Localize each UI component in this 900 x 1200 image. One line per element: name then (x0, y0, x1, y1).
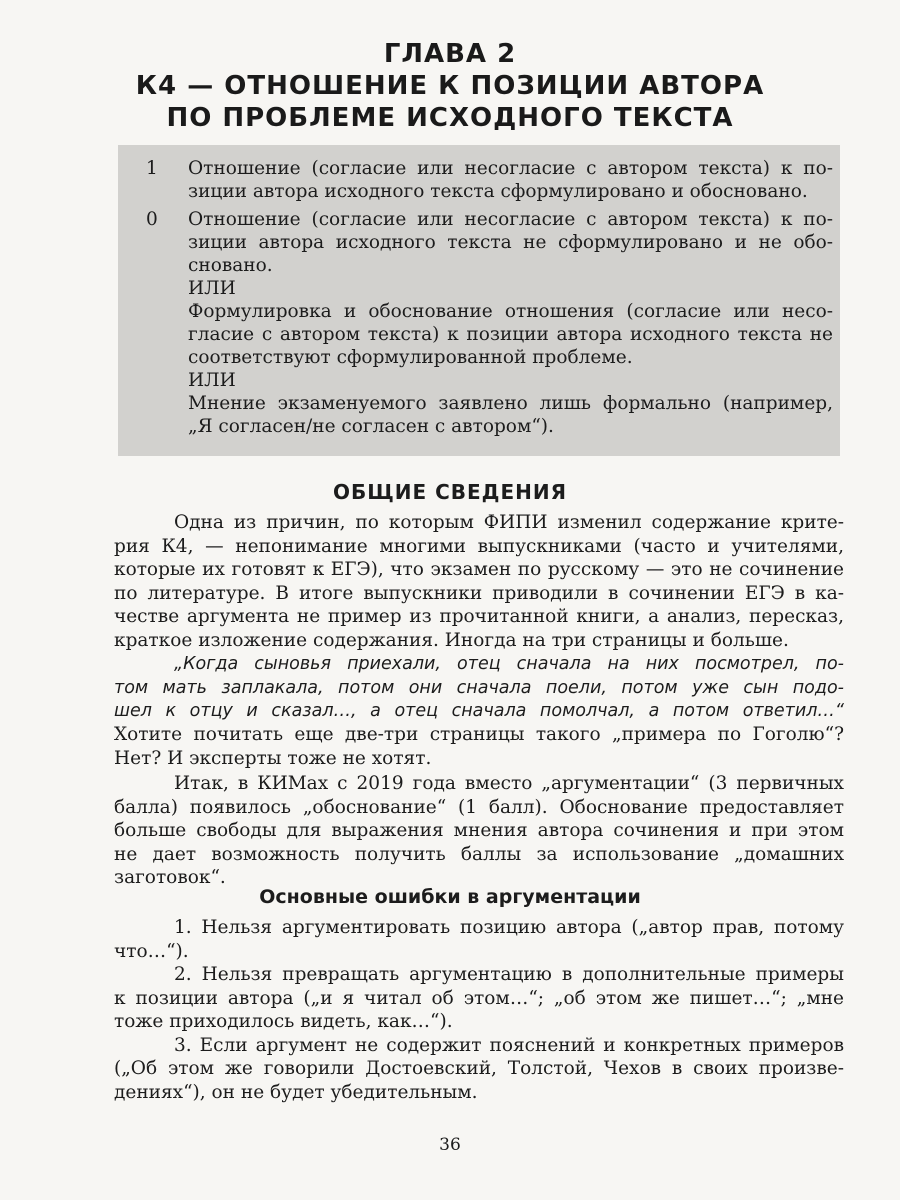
error-item (114, 916, 844, 963)
text-line: к позиции автора („и я читал об этом…“; „об этом же пишет…“; „мне (114, 987, 844, 1009)
paragraph-intro (114, 511, 844, 652)
text-line: 2. Нельзя превращать аргументацию в дополнительные примеры (174, 964, 844, 985)
text-line: заготовок“. (114, 867, 226, 888)
quote-line: шел к отцу и сказал…, а отец сначала помолчал, а потом ответил…“ (114, 701, 844, 721)
chapter-header (0, 38, 900, 134)
criterion-line: зиции автора исходного текста сформулировано и обосновано. (188, 181, 808, 202)
criterion-line: Мнение экзаменуемого заявлено лишь формально (например, (188, 393, 833, 414)
criterion-line: сновано. (188, 255, 273, 276)
criterion-line: зиции автора исходного текста не сформулировано и не обо- (188, 232, 833, 253)
text-line: не дает возможность получить баллы за использование „домашних (114, 843, 844, 865)
criterion-line: „Я согласен/не согласен с автором“). (188, 416, 554, 437)
criterion-line: Формулировка и обоснование отношения (согласие или несо- (188, 301, 833, 322)
criteria-table (118, 145, 840, 456)
page-number: 36 (439, 1135, 461, 1155)
paragraph-question (114, 723, 844, 770)
subsection-title: Основные ошибки в аргументации (259, 886, 641, 908)
chapter-number: ГЛАВА 2 (383, 39, 517, 69)
quote-example (114, 653, 844, 724)
text-line: честве аргумента не пример из прочитанной книги, а анализ, пересказ, (114, 606, 844, 627)
criterion-description (188, 208, 833, 438)
text-line: что…“). (114, 940, 189, 962)
text-line: по литературе. В итоге выпускники приводили в сочинении ЕГЭ в ка- (114, 582, 844, 604)
text-line: дениях“), он не будет убедительным. (114, 1081, 478, 1103)
criterion-line: соответствуют сформулированной проблеме. (188, 347, 633, 368)
text-line: Одна из причин, по которым ФИПИ изменил содержание крите- (174, 512, 844, 533)
text-line: рия К4, — непонимание многими выпускниками (часто и учителями, (114, 535, 844, 557)
criterion-score: 0 (146, 209, 158, 230)
text-line: балла) появилось „обоснование“ (1 балл). Обоснование предоставляет (114, 796, 844, 818)
chapter-title-line-1: К4 — ОТНОШЕНИЕ К ПОЗИЦИИ АВТОРА (135, 71, 765, 101)
criterion-description (188, 157, 833, 203)
chapter-title-line-2: ПО ПРОБЛЕМЕ ИСХОДНОГО ТЕКСТА (166, 103, 734, 133)
quote-line: „Когда сыновья приехали, отец сначала на них посмотрел, по- (174, 654, 844, 674)
paragraph-conclusion (114, 772, 844, 890)
text-line: Итак, в КИМах с 2019 года вместо „аргументации“ (3 первичных (174, 773, 844, 794)
criterion-line: Отношение (согласие или несогласие с автором текста) к по- (188, 209, 833, 230)
text-line: больше свободы для выражения мнения автора сочинения и при этом (114, 820, 844, 841)
quote-line: том мать заплакала, потом они сначала поели, потом уже сын подо- (114, 677, 844, 698)
error-item (114, 963, 844, 1034)
text-line: („Об этом же говорили Достоевский, Толстой, Чехов в своих произве- (114, 1058, 844, 1079)
criterion-line: гласие с автором текста) к позиции автора исходного текста не (188, 324, 833, 345)
error-list (114, 916, 844, 1104)
text-line: краткое изложение содержания. Иногда на три страницы и больше. (114, 629, 789, 651)
criterion-or: ИЛИ (188, 370, 236, 391)
criterion-score: 1 (146, 158, 158, 179)
error-item (114, 1034, 844, 1105)
text-line: 1. Нельзя аргументировать позицию автора („автор прав, потому (174, 917, 844, 938)
criterion-line: Отношение (согласие или несогласие с автором текста) к по- (188, 158, 833, 179)
section-title: ОБЩИЕ СВЕДЕНИЯ (332, 480, 568, 504)
text-line: которые их готовят к ЕГЭ), что экзамен по русскому — это не сочинение (114, 559, 844, 580)
text-line: 3. Если аргумент не содержит пояснений и конкретных примеров (174, 1034, 844, 1056)
text-line: тоже приходилось видеть, как…“). (114, 1011, 453, 1032)
criterion-or: ИЛИ (188, 278, 236, 299)
text-line: Хотите почитать еще две-три страницы такого „примера по Гоголю“? (114, 724, 844, 745)
text-line: Нет? И эксперты тоже не хотят. (114, 747, 432, 769)
